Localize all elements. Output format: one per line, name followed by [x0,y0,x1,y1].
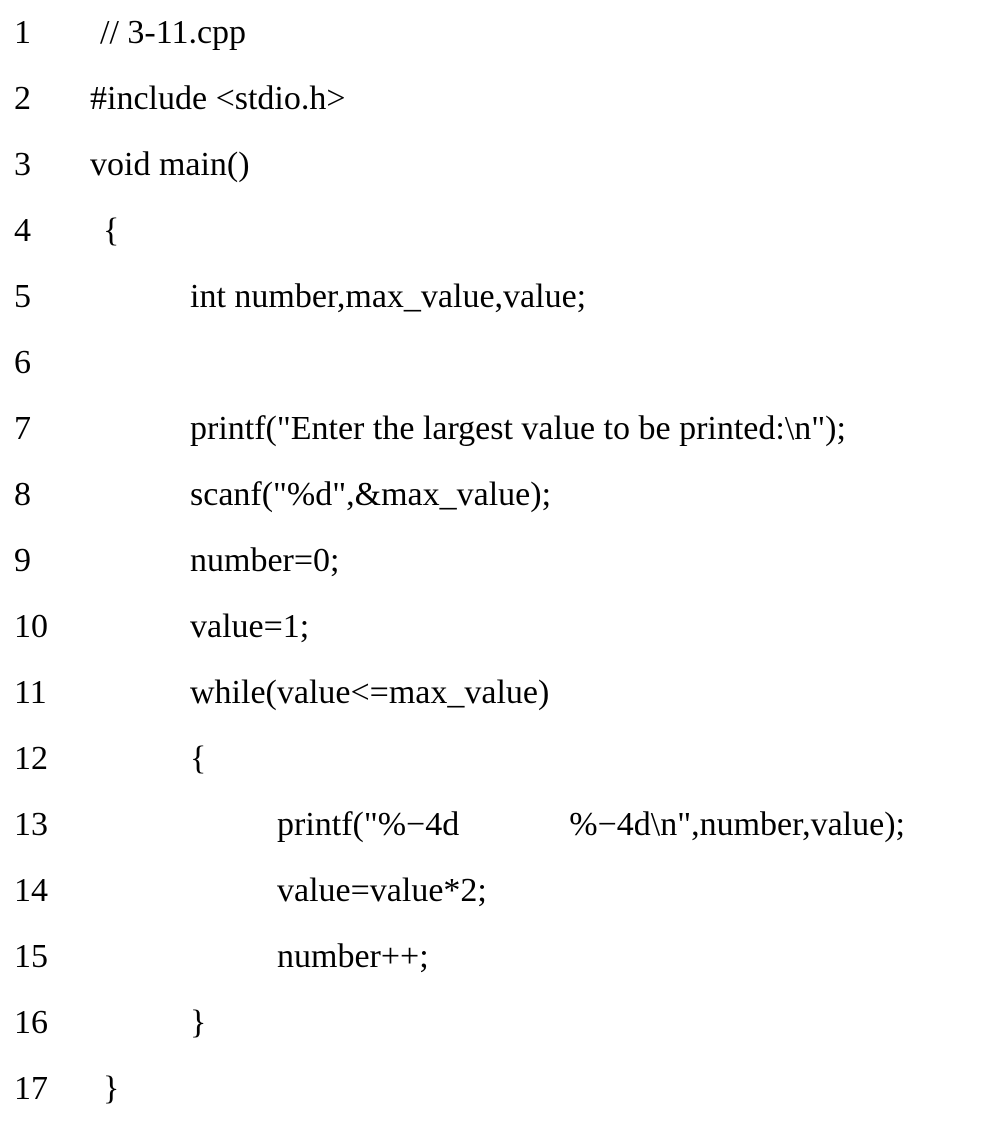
code-comment: // 3-11.cpp [100,14,247,51]
line-number: 14 [14,872,48,909]
code-statement: value=1; [190,608,310,645]
line-number: 8 [14,476,31,513]
line-number: 12 [14,740,48,777]
code-declaration: int number,max_value,value; [190,278,587,315]
code-format-part-2: %−4d\n",number,value); [569,806,905,843]
line-number: 1 [14,14,31,51]
code-open-brace: { [103,212,120,249]
code-line-5 [0,264,1001,330]
code-line-16 [0,990,1001,1056]
code-line-6 [0,330,1001,396]
code-line-14 [0,858,1001,924]
code-line-10 [0,594,1001,660]
code-statement: number=0; [190,542,340,579]
line-number: 6 [14,344,31,381]
code-line-8 [0,462,1001,528]
code-statement: value=value*2; [277,872,487,909]
line-number: 2 [14,80,31,117]
code-line-7 [0,396,1001,462]
line-number: 11 [14,674,47,711]
line-number: 13 [14,806,48,843]
code-line-15 [0,924,1001,990]
line-number: 3 [14,146,31,183]
code-statement [277,792,905,858]
line-number: 16 [14,1004,48,1041]
code-line-12 [0,726,1001,792]
code-open-brace: { [190,740,207,777]
code-line-1 [0,0,1001,66]
code-line-17 [0,1056,1001,1122]
code-close-brace: } [103,1070,120,1107]
code-statement: number++; [277,938,429,975]
code-line-13 [0,792,1001,858]
code-format-part-1: printf("%−4d [277,806,460,843]
line-number: 15 [14,938,48,975]
code-line-2 [0,66,1001,132]
code-function-signature: void main() [90,146,250,183]
line-number: 17 [14,1070,48,1107]
code-line-9 [0,528,1001,594]
code-line-3 [0,132,1001,198]
code-include: #include <stdio.h> [90,80,346,117]
line-number: 10 [14,608,48,645]
code-line-4 [0,198,1001,264]
code-line-11 [0,660,1001,726]
line-number: 4 [14,212,31,249]
code-while-header: while(value<=max_value) [190,674,550,711]
line-number: 9 [14,542,31,579]
line-number: 7 [14,410,31,447]
line-number: 5 [14,278,31,315]
code-statement: scanf("%d",&max_value); [190,476,552,513]
code-close-brace: } [190,1004,207,1041]
code-statement: printf("Enter the largest value to be printed:\n"); [190,410,846,447]
